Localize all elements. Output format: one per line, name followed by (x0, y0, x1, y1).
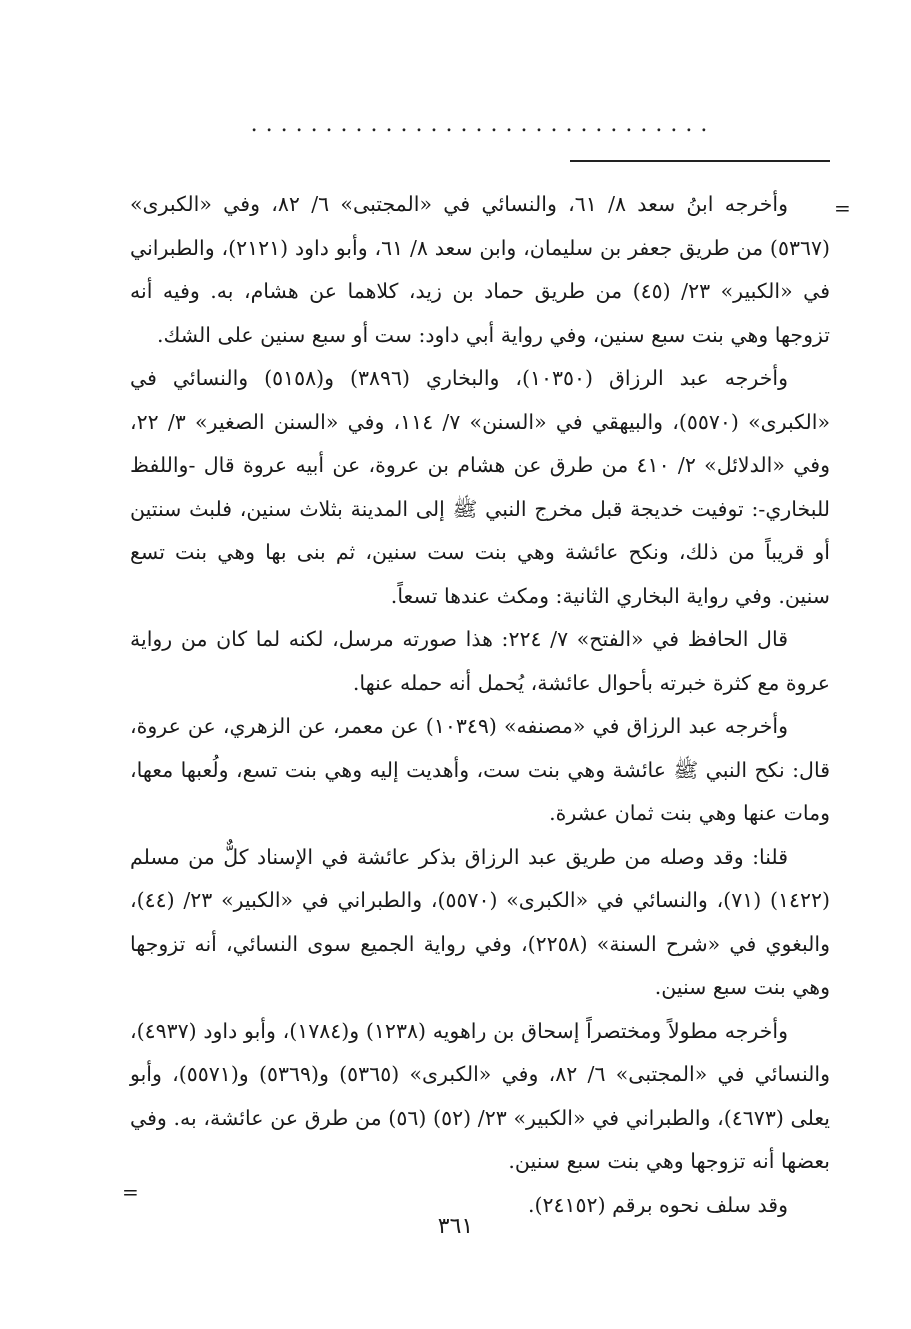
footnote-body (130, 183, 830, 1227)
paragraph-1: وأخرجه ابنُ سعد ٨/ ٦١، والنسائي في «المجتبى» ٦/ ٨٢، وفي «الكبرى» (٥٣٦٧) من طريق جعفر بن سليمان، وابن سعد ٨/ ٦١، وأبو داود (٢١٢١)، والطبراني في «الكبير» ٢٣/ (٤٥) من طريق حماد بن زيد، كلاهما عن هشام، به. وفيه أنه تزوجها وهي بنت سبع سنين، وفي رواية أبي داود: ست أو سبع سنين على الشك. (130, 192, 831, 347)
page-number: ٣٦١ (437, 1214, 474, 1239)
continuation-mark-bottom: = (122, 1180, 139, 1204)
paragraph-3: قال الحافظ في «الفتح» ٧/ ٢٢٤: هذا صورته مرسل، لكنه لما كان من رواية عروة مع كثرة خبرته بأحوال عائشة، يُحمل أنه حمله عنها. (130, 627, 830, 695)
continuation-mark-top: = (834, 196, 851, 220)
paragraph-4: وأخرجه عبد الرزاق في «مصنفه» (١٠٣٤٩) عن معمر، عن الزهري، عن عروة، قال: نكح النبي ﷺ عائشة وهي بنت ست، وأهديت إليه وهي بنت تسع، ولُعبها معها، ومات عنها وهي بنت ثمان عشرة. (130, 714, 830, 825)
paragraph-6: وأخرجه مطولاً ومختصراً إسحاق بن راهويه (١٢٣٨) و(١٧٨٤)، وأبو داود (٤٩٣٧)، والنسائي في «المجتبى» ٦/ ٨٢، وفي «الكبرى» (٥٣٦٥) و(٥٣٦٩) و(٥٥٧١)، وأبو يعلى (٤٦٧٣)، والطبراني في «الكبير» ٢٣/ (٥٢) (٥٦) من طرق عن عائشة، به. وفي بعضها أنه تزوجها وهي بنت سبع سنين. (130, 1018, 831, 1173)
paragraph-7: وقد سلف نحوه برقم (٢٤١٥٢). (527, 1192, 788, 1217)
header-dot-leader: ............................... (250, 112, 716, 137)
paragraph-5: قلنا: وقد وصله من طريق عبد الرزاق بذكر عائشة في الإسناد كلٌّ من مسلم (١٤٢٢) (٧١)، والنسائي في «الكبرى» (٥٥٧٠)، والطبراني في «الكبير» ٢٣/ (٤٤)، والبغوي في «شرح السنة» (٢٢٥٨)، وفي رواية الجميع سوى النسائي، أنه تزوجها وهي بنت سبع سنين. (130, 844, 830, 999)
footnote-separator-rule (570, 160, 830, 162)
paragraph-2: وأخرجه عبد الرزاق (١٠٣٥٠)، والبخاري (٣٨٩٦) و(٥١٥٨) والنسائي في «الكبرى» (٥٥٧٠)، والبيهقي في «السنن» ٧/ ١١٤، وفي «السنن الصغير» ٣/ ٢٢، وفي «الدلائل» ٢/ ٤١٠ من طرق عن هشام بن عروة، عن أبيه عروة قال -واللفظ للبخاري-: توفيت خديجة قبل مخرج النبي ﷺ إلى المدينة بثلاث سنين، فلبث سنتين أو قريباً من ذلك، ونكح عائشة وهي بنت ست سنين، ثم بنى بها وهي بنت تسع سنين. وفي رواية البخاري الثانية: ومكث عندها تسعاً. (130, 366, 830, 608)
